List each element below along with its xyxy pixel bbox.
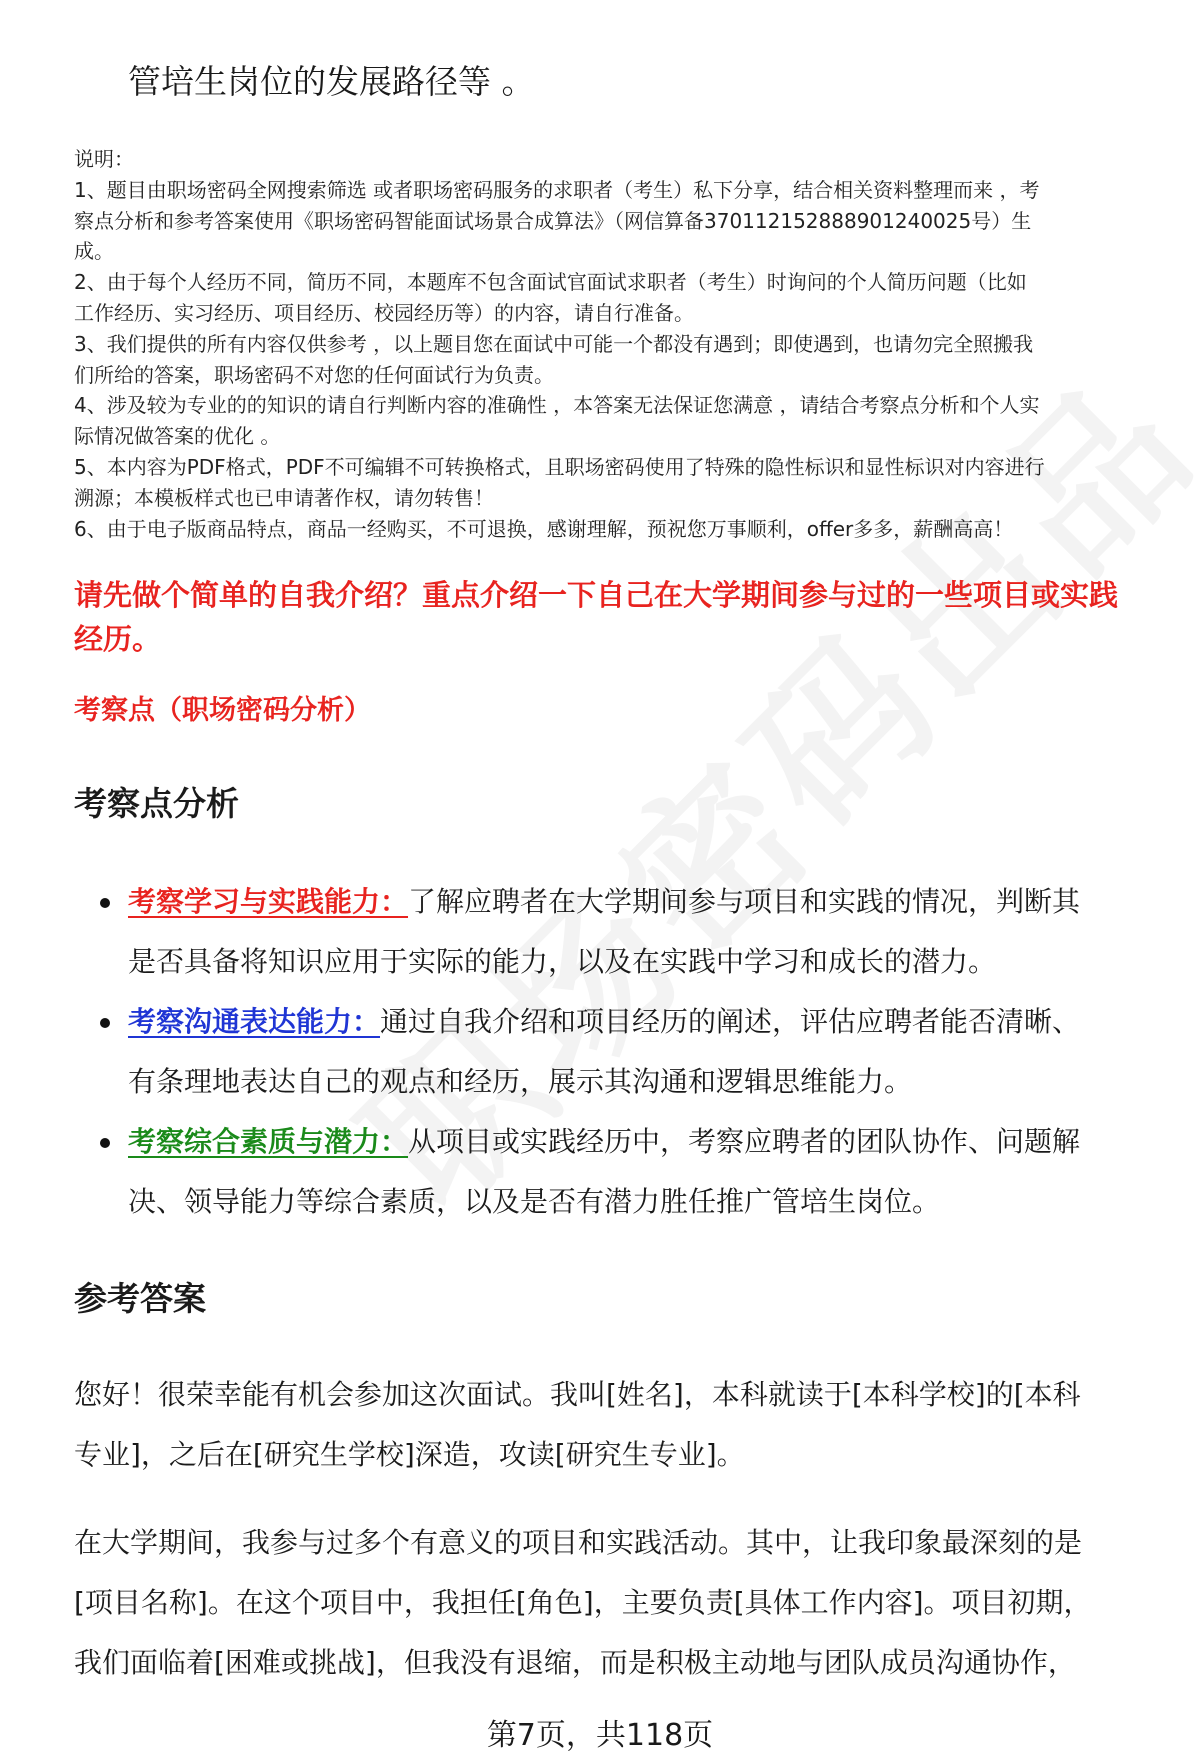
notes-line: 1、题目由职场密码全网搜索筛选 或者职场密码服务的求职者（考生）私下分享，结合相关资料整理而来 ，考: [74, 177, 1040, 202]
bullet-icon: [100, 1018, 110, 1028]
question-line: 经历。: [74, 622, 162, 656]
keyword-learning-practice: 考察学习与实践能力：: [128, 885, 409, 918]
list-item-text: 从项目或实践经历中，考察应聘者的团队协作、问题解: [408, 1125, 1081, 1158]
list-item-line: [128, 1112, 1154, 1172]
list-item-text: 是否具备将知识应用于实际的能力，以及在实践中学习和成长的潜力。: [128, 945, 997, 978]
notes-line: 察点分析和参考答案使用《职场密码智能面试场景合成算法》（网信算备370112152888901240025号）生: [74, 208, 1032, 233]
answer-paragraph: [74, 1513, 1164, 1693]
paragraph-line: [项目名称]。在这个项目中，我担任[角色]，主要负责[具体工作内容]。项目初期，: [74, 1586, 1092, 1619]
notes-line: 2、由于每个人经历不同，简历不同，本题库不包含面试官面试求职者（考生）时询问的个人简历问题（比如: [74, 270, 1027, 295]
analysis-heading: 考察点分析: [74, 784, 239, 823]
paragraph-line: 在大学期间，我参与过多个有意义的项目和实践活动。其中，让我印象最深刻的是: [74, 1526, 1083, 1559]
notes-line: 溯源；本模板样式也已申请著作权，请勿转售！: [74, 485, 494, 510]
continuation-text: 管培生岗位的发展路径等 。: [128, 62, 535, 101]
paragraph-line: 我们面临着[困难或挑战]，但我没有退缩，而是积极主动地与团队成员沟通协作，: [74, 1646, 1076, 1679]
notes-line: 6、由于电子版商品特点，商品一经购买，不可退换，感谢理解，预祝您万事顺利，offer多多，薪酬高高！: [74, 516, 1014, 541]
notes-title: 说明：: [74, 147, 134, 171]
page-number: 第7页，共118页: [486, 1718, 714, 1753]
keyword-communication: 考察沟通表达能力：: [128, 1005, 381, 1038]
notes-line: 4、涉及较为专业的的知识的请自行判断内容的准确性 ，本答案无法保证您满意 ，请结合考察点分析和个人实: [74, 393, 1040, 418]
answer-paragraph: [74, 1365, 1164, 1485]
bullet-icon: [100, 1138, 110, 1148]
paragraph-line: 您好！很荣幸能有机会参加这次面试。我叫[姓名]，本科就读于[本科学校]的[本科: [74, 1378, 1081, 1411]
answer-heading: 参考答案: [74, 1279, 206, 1318]
list-item-line: [128, 992, 1154, 1052]
analysis-list: [74, 872, 1154, 1232]
notes-line: 们所给的答案，职场密码不对您的任何面试行为负责。: [74, 362, 554, 387]
notes-line: 3、我们提供的所有内容仅供参考 ，以上题目您在面试中可能一个都没有遇到；即使遇到，也请勿完全照搬我: [74, 331, 1034, 356]
notes-line: 际情况做答案的优化 。: [74, 424, 281, 449]
keyword-overall-quality: 考察综合素质与潜力：: [128, 1125, 409, 1158]
list-item: [74, 992, 1154, 1112]
list-item: [74, 1112, 1154, 1232]
assessment-point-label: 考察点（职场密码分析）: [74, 695, 371, 726]
question-line: 请先做个简单的自我介绍？重点介绍一下自己在大学期间参与过的一些项目或实践: [74, 578, 1119, 612]
notes-line: 工作经历、实习经历、项目经历、校园经历等）的内容，请自行准备。: [74, 300, 694, 325]
notes-section: [74, 144, 1154, 544]
bullet-icon: [100, 898, 110, 908]
interview-question: [74, 573, 1154, 661]
list-item-line: [128, 872, 1154, 932]
list-item-text: 有条理地表达自己的观点和经历，展示其沟通和逻辑思维能力。: [128, 1065, 913, 1098]
notes-line: 5、本内容为PDF格式，PDF不可编辑不可转换格式，且职场密码使用了特殊的隐性标识和显性标识对内容进行: [74, 454, 1045, 479]
list-item-text: 通过自我介绍和项目经历的阐述，评估应聘者能否清晰、: [380, 1005, 1081, 1038]
list-item-text: 决、领导能力等综合素质，以及是否有潜力胜任推广管培生岗位。: [128, 1185, 941, 1218]
paragraph-line: 专业]，之后在[研究生学校]深造，攻读[研究生专业]。: [74, 1438, 745, 1471]
list-item: [74, 872, 1154, 992]
list-item-text: 了解应聘者在大学期间参与项目和实践的情况，判断其: [408, 885, 1081, 918]
notes-line: 成。: [74, 239, 114, 264]
